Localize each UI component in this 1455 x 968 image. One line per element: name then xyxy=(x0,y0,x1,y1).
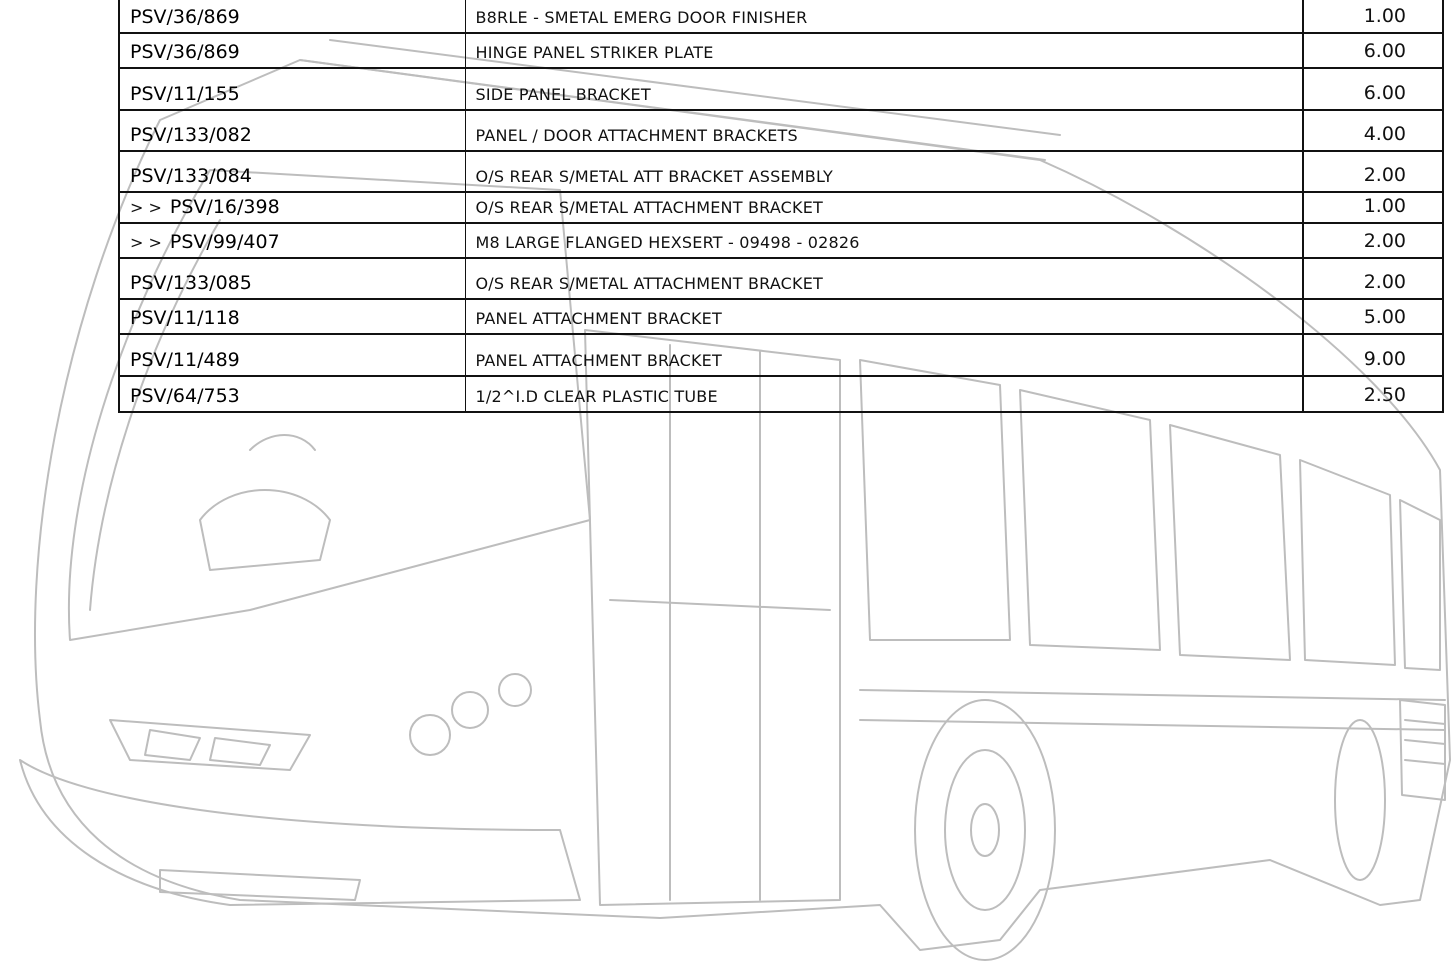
part-number-cell xyxy=(119,334,465,376)
part-number: PSV/99/407 xyxy=(169,231,280,253)
sub-assembly-marker: > > xyxy=(130,198,162,217)
part-number-cell xyxy=(119,68,465,110)
part-number: PSV/16/398 xyxy=(169,196,280,218)
part-number: PSV/133/085 xyxy=(130,272,252,294)
part-description: 1/2^I.D CLEAR PLASTIC TUBE xyxy=(465,376,1303,412)
table-row xyxy=(119,334,1443,376)
part-quantity: 9.00 xyxy=(1303,334,1443,376)
part-quantity: 6.00 xyxy=(1303,33,1443,68)
part-number: PSV/11/489 xyxy=(130,349,240,371)
parts-table xyxy=(118,0,1444,413)
table-row xyxy=(119,33,1443,68)
part-number-cell xyxy=(119,376,465,412)
part-quantity: 2.00 xyxy=(1303,258,1443,299)
table-row xyxy=(119,68,1443,110)
part-number-cell xyxy=(119,299,465,334)
part-description: O/S REAR S/METAL ATT BRACKET ASSEMBLY xyxy=(465,151,1303,192)
table-row xyxy=(119,110,1443,151)
part-number: PSV/64/753 xyxy=(130,385,240,407)
part-number-cell xyxy=(119,110,465,151)
part-description: SIDE PANEL BRACKET xyxy=(465,68,1303,110)
table-row xyxy=(119,0,1443,33)
part-quantity: 5.00 xyxy=(1303,299,1443,334)
part-description: O/S REAR S/METAL ATTACHMENT BRACKET xyxy=(465,258,1303,299)
part-number: PSV/11/155 xyxy=(130,83,240,105)
part-description: HINGE PANEL STRIKER PLATE xyxy=(465,33,1303,68)
part-description: PANEL ATTACHMENT BRACKET xyxy=(465,334,1303,376)
part-number: PSV/36/869 xyxy=(130,6,240,28)
part-number-cell xyxy=(119,33,465,68)
part-quantity: 2.00 xyxy=(1303,223,1443,258)
part-number: PSV/36/869 xyxy=(130,41,240,63)
part-description: O/S REAR S/METAL ATTACHMENT BRACKET xyxy=(465,192,1303,223)
part-description: M8 LARGE FLANGED HEXSERT - 09498 - 02826 xyxy=(465,223,1303,258)
part-number: PSV/133/082 xyxy=(130,124,252,146)
part-number: PSV/11/118 xyxy=(130,307,240,329)
part-quantity: 4.00 xyxy=(1303,110,1443,151)
part-number-cell xyxy=(119,258,465,299)
part-quantity: 1.00 xyxy=(1303,0,1443,33)
table-row xyxy=(119,151,1443,192)
part-number-cell xyxy=(119,0,465,33)
part-quantity: 6.00 xyxy=(1303,68,1443,110)
part-number: PSV/133/084 xyxy=(130,165,252,187)
part-quantity: 1.00 xyxy=(1303,192,1443,223)
part-quantity: 2.50 xyxy=(1303,376,1443,412)
part-description: PANEL / DOOR ATTACHMENT BRACKETS xyxy=(465,110,1303,151)
table-row xyxy=(119,258,1443,299)
part-number-cell xyxy=(119,192,465,223)
sub-assembly-marker: > > xyxy=(130,233,162,252)
part-description: PANEL ATTACHMENT BRACKET xyxy=(465,299,1303,334)
part-number-cell xyxy=(119,151,465,192)
table-row xyxy=(119,376,1443,412)
table-row xyxy=(119,223,1443,258)
part-number-cell xyxy=(119,223,465,258)
table-row xyxy=(119,192,1443,223)
part-description: B8RLE - SMETAL EMERG DOOR FINISHER xyxy=(465,0,1303,33)
part-quantity: 2.00 xyxy=(1303,151,1443,192)
table-row xyxy=(119,299,1443,334)
parts-table-body xyxy=(119,0,1443,412)
